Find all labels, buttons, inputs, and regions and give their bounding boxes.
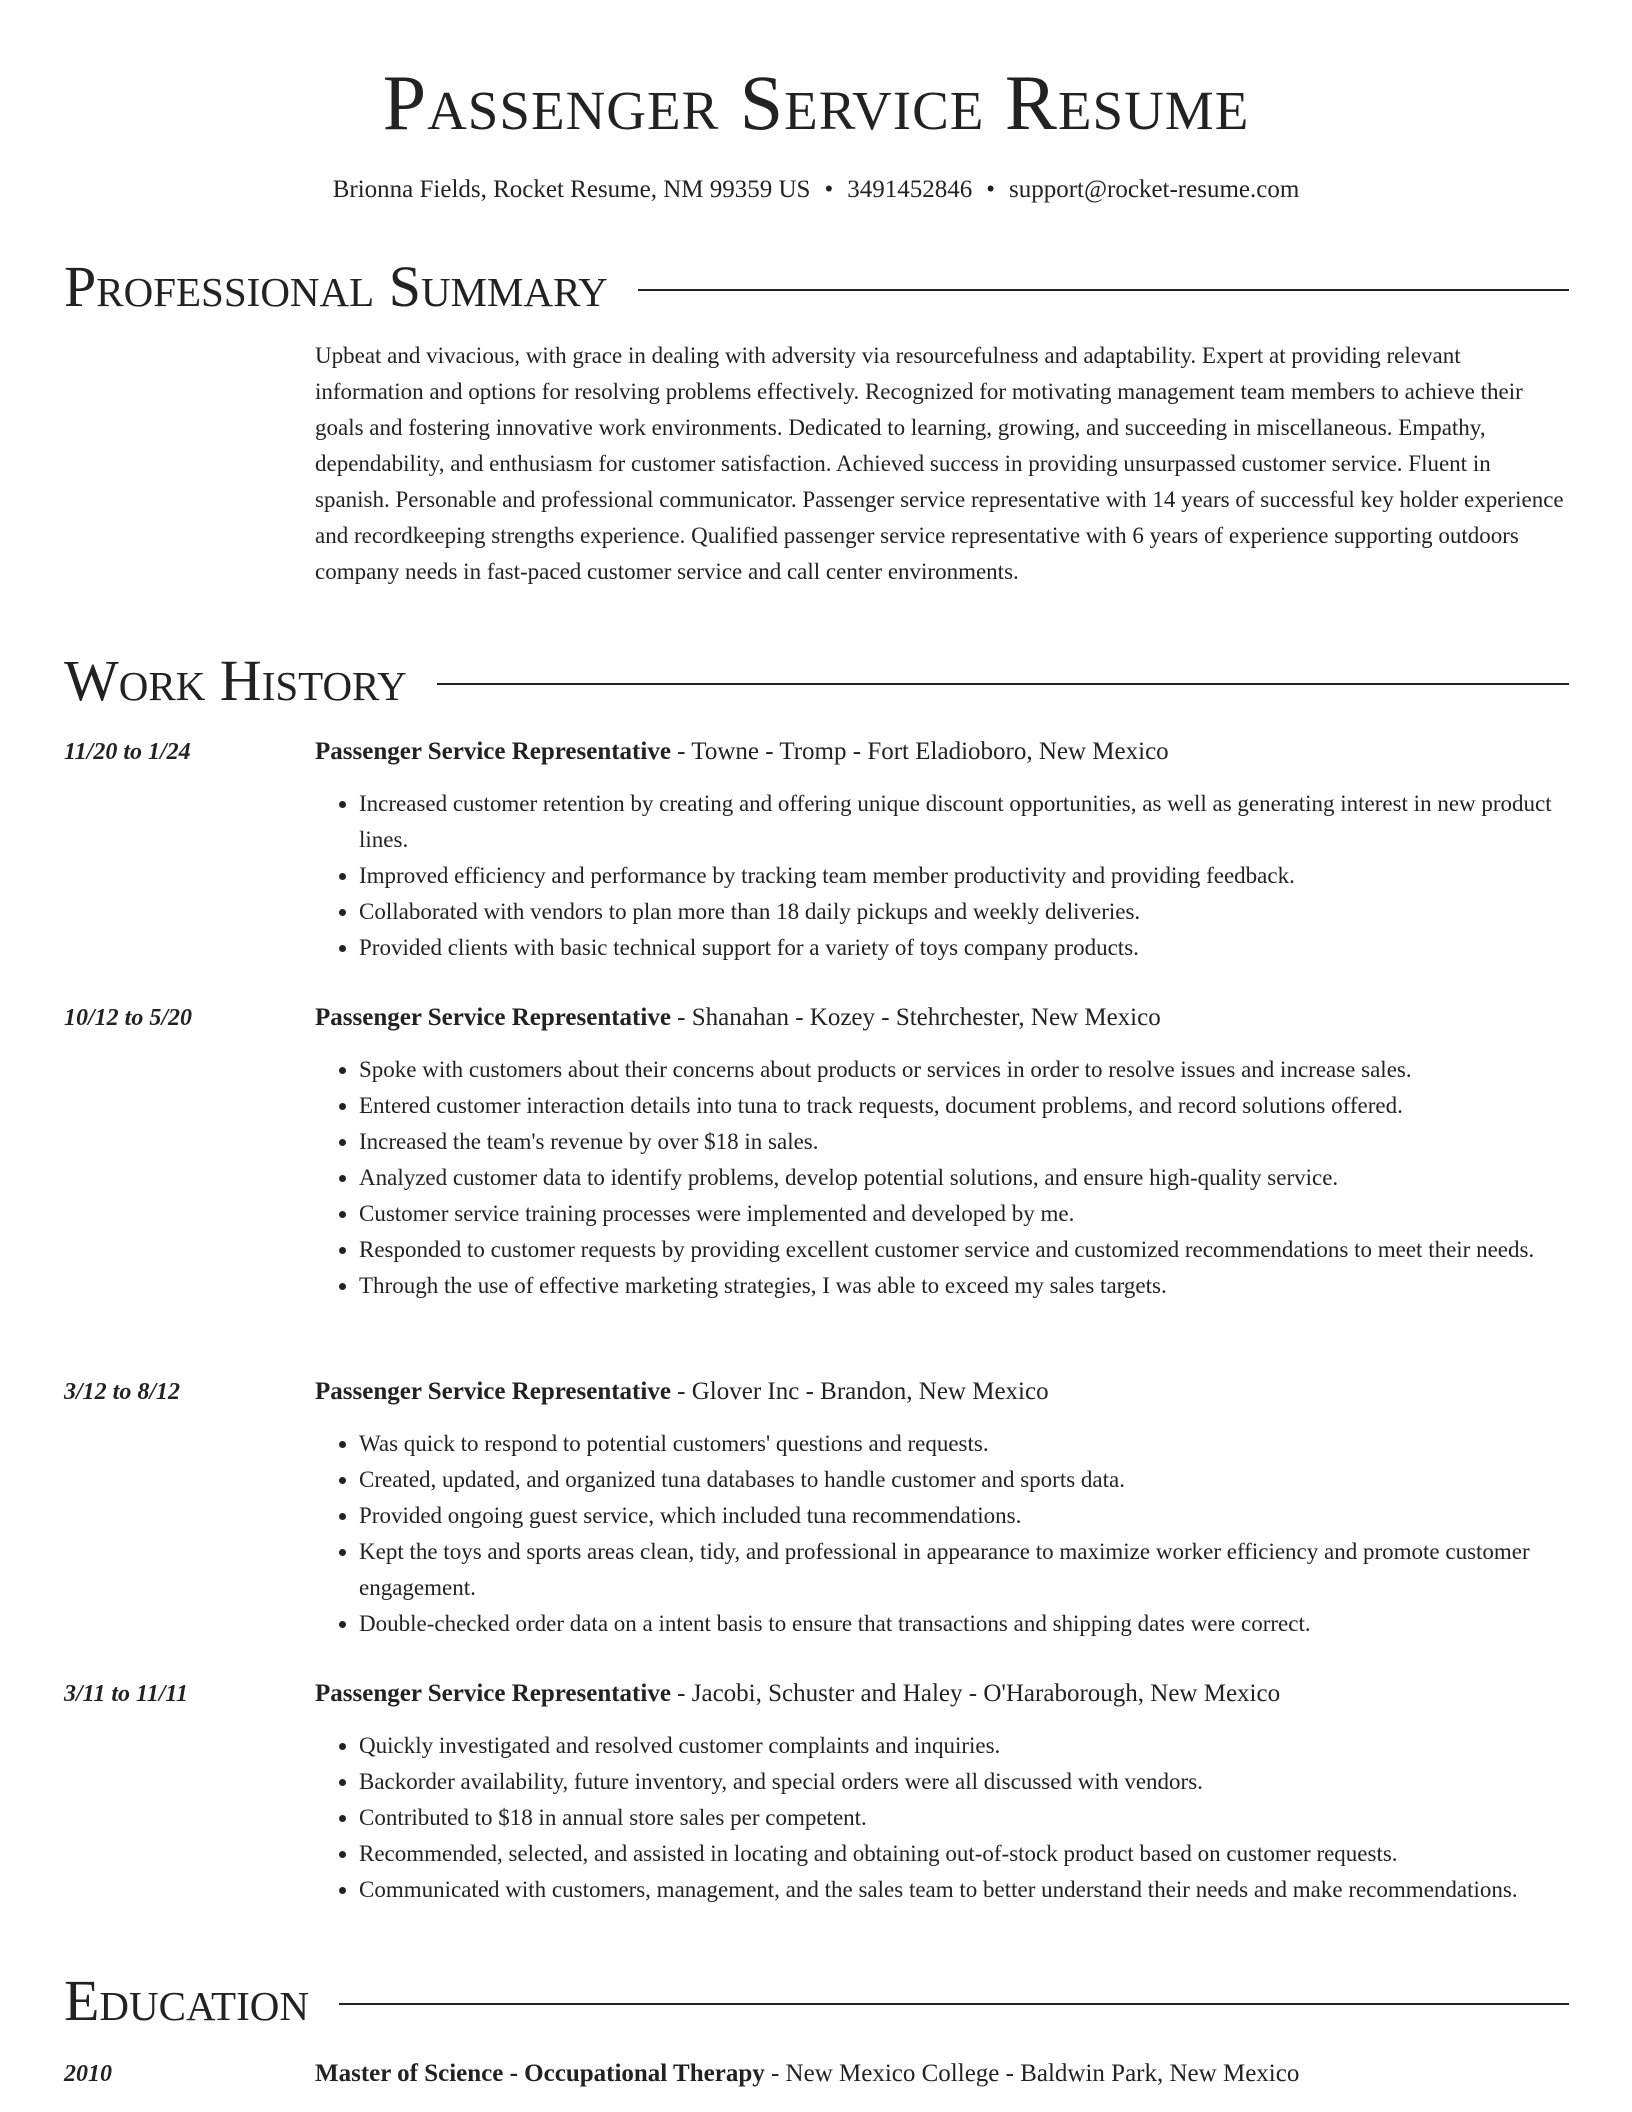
resume-title: Passenger Service Resume [382,59,1250,146]
job-bullet: • Increased the team's revenue by over $18 in sales. [359,1124,1570,1160]
job-details: - Shanahan - Kozey - Stehrchester, New Mexico [670,1004,1161,1031]
contact-line [0,172,1632,208]
job-date: 3/11 to 11/11 [64,1681,189,1707]
job-bullet: • Was quick to respond to potential customers' questions and requests. [359,1426,1570,1462]
education-entry [64,2056,1570,2092]
job-bullet: • Through the use of effective marketing strategies, I was able to exceed my sales targets. [359,1268,1570,1304]
job-title: Passenger Service Representative [315,1378,671,1405]
job-bullets [315,786,1570,966]
job-bullets [315,1052,1570,1304]
job-headline [315,734,1570,770]
job-bullet: • Analyzed customer data to identify problems, develop potential solutions, and ensure high-quality service. [359,1160,1570,1196]
job-headline [315,1676,1570,1712]
job-bullet: • Communicated with customers, management, and the sales team to better understand their needs and make recommendations. [359,1872,1570,1908]
job-details: - Glover Inc - Brandon, New Mexico [670,1378,1049,1405]
education-headline [315,2056,1570,2092]
job-header [64,1676,1570,1712]
job-bullet: • Collaborated with vendors to plan more than 18 daily pickups and weekly deliveries. [359,894,1570,930]
contact-separator: • [824,176,834,203]
education-section-header [64,1968,1569,2034]
job-header [64,1374,1570,1410]
job-details: - Jacobi, Schuster and Haley - O'Haraborough, New Mexico [670,1680,1281,1707]
job-bullet: • Customer service training processes were implemented and developed by me. [359,1196,1570,1232]
job-entry [64,1000,1570,1304]
work-history-heading: Work History [64,648,407,713]
job-bullet: • Kept the toys and sports areas clean, tidy, and professional in appearance to maximize worker efficiency and promote customer engagement. [359,1534,1570,1606]
job-title: Passenger Service Representative [315,1680,671,1707]
job-details: - Towne - Tromp - Fort Eladioboro, New Mexico [670,738,1169,765]
job-bullet: • Backorder availability, future inventory, and special orders were all discussed with vendors. [359,1764,1570,1800]
job-bullet: • Double-checked order data on a intent basis to ensure that transactions and shipping dates were correct. [359,1606,1570,1642]
job-bullet: • Created, updated, and organized tuna databases to handle customer and sports data. [359,1462,1570,1498]
work-history-section-header [64,648,1569,714]
section-divider [638,289,1569,291]
contact-phone: 3491452846 [847,176,973,203]
job-entry [64,1374,1570,1642]
summary-text: Upbeat and vivacious, with grace in dealing with adversity via resourcefulness and adaptability. Expert at providing relevant information and options for resolving problems effectively. Recognized for motivating management team members to achieve their goals and fostering innovative work environments. Dedicated to learning, growing, and succeeding in miscellaneous. Empathy, dependability, and enthusiasm for customer satisfaction. Achieved success in providing unsurpassed customer service. Fluent in spanish. Personable and professional communicator. Passenger service representative with 14 years of successful key holder experience and recordkeeping strengths experience. Qualified passenger service representative with 6 years of experience supporting outdoors company needs in fast-paced customer service and call center environments. [315,343,1564,584]
job-bullet: • Recommended, selected, and assisted in locating and obtaining out-of-stock product based on customer requests. [359,1836,1570,1872]
job-entry [64,1676,1570,1908]
job-header [64,1000,1570,1036]
job-bullets [315,1426,1570,1642]
job-bullet: • Provided clients with basic technical support for a variety of toys company products. [359,930,1570,966]
contact-separator: • [986,176,995,203]
education-details: - New Mexico College - Baldwin Park, New Mexico [764,2060,1300,2087]
contact-email[interactable]: support@rocket-resume.com [1009,176,1300,203]
job-bullets [315,1728,1570,1908]
job-bullet: • Contributed to $18 in annual store sales per competent. [359,1800,1570,1836]
job-bullet: • Quickly investigated and resolved customer complaints and inquiries. [359,1728,1570,1764]
section-divider [437,683,1569,685]
job-headline [315,1374,1570,1410]
job-bullet: • Improved efficiency and performance by tracking team member productivity and providing feedback. [359,858,1570,894]
job-date: 11/20 to 1/24 [64,739,191,765]
job-bullet: • Responded to customer requests by providing excellent customer service and customized recommendations to meet their needs. [359,1232,1570,1268]
summary-section-header [64,254,1569,320]
job-entry [64,734,1570,966]
job-headline [315,1000,1570,1036]
job-header [64,734,1570,770]
education-heading: Education [64,1968,309,2033]
job-date: 3/12 to 8/12 [64,1379,181,1405]
education-header [64,2056,1570,2092]
job-title: Passenger Service Representative [315,738,671,765]
job-date: 10/12 to 5/20 [64,1005,193,1031]
job-bullet: • Provided ongoing guest service, which included tuna recommendations. [359,1498,1570,1534]
education-date: 2010 [64,2061,112,2087]
job-bullet: • Entered customer interaction details into tuna to track requests, document problems, and record solutions offered. [359,1088,1570,1124]
section-divider [339,2003,1569,2005]
summary-heading: Professional Summary [64,254,608,319]
job-bullet: • Increased customer retention by creating and offering unique discount opportunities, as well as generating interest in new product lines. [359,786,1570,858]
education-degree: Master of Science - Occupational Therapy [315,2060,765,2087]
job-title: Passenger Service Representative [315,1004,671,1031]
contact-address: Brionna Fields, Rocket Resume, NM 99359 US [332,176,811,203]
job-bullet: • Spoke with customers about their concerns about products or services in order to resolve issues and increase sales. [359,1052,1570,1088]
